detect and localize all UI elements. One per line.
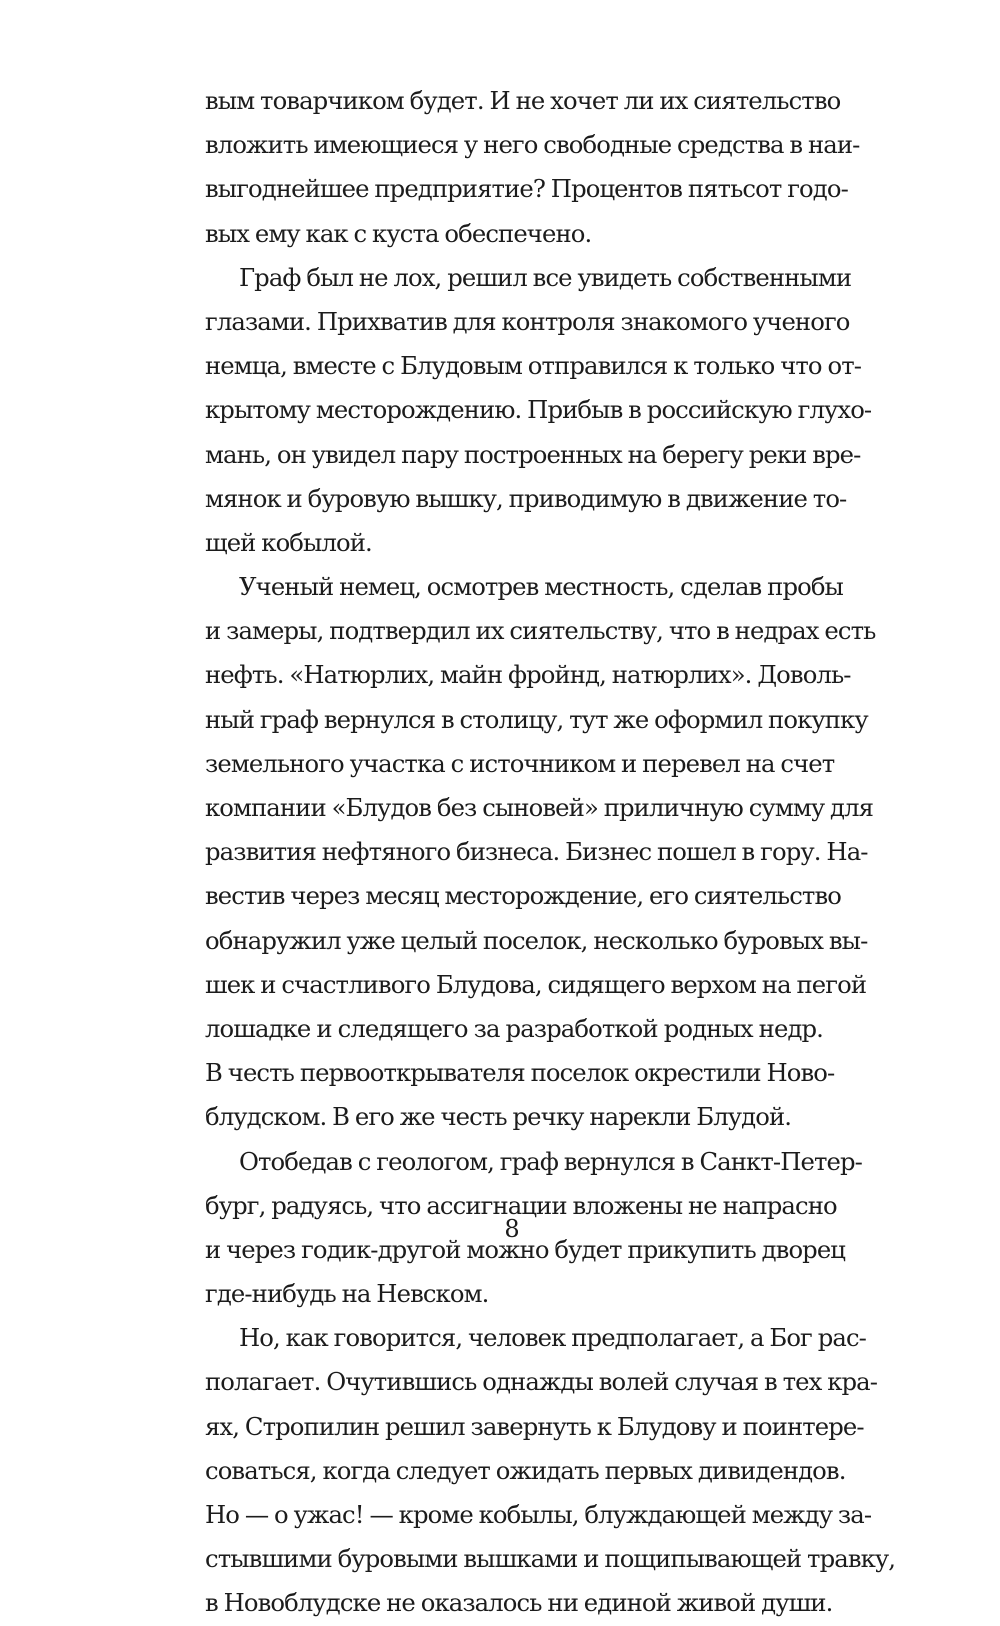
- text-line: в Новоблудске не оказалось ни единой живой души.: [205, 1588, 833, 1618]
- text-line: и замеры, подтвердил их сиятельству, что в недрах есть: [205, 616, 876, 646]
- text-line: развития нефтяного бизнеса. Бизнес пошел в гору. На-: [205, 837, 868, 867]
- text-line: лошадке и следящего за разработкой родных недр.: [205, 1013, 823, 1043]
- text-line: Но — о ужас! — кроме кобылы, блуждающей между за-: [205, 1500, 872, 1529]
- paragraph: [205, 565, 876, 1139]
- text-line: компании «Блудов без сыновей» приличную сумму для: [205, 793, 874, 822]
- text-line: Отобедав с геологом, граф вернулся в Санкт-Петер-: [239, 1146, 862, 1176]
- text-line: выгоднейшее предприятие? Процентов пятьсот годо-: [205, 174, 848, 204]
- text-line: В честь первооткрывателя поселок окрестили Ново-: [205, 1058, 835, 1088]
- text-line: бург, радуясь, что ассигнации вложены не напрасно: [205, 1190, 837, 1220]
- text-line: вым товарчиком будет. И не хочет ли их сиятельство: [205, 86, 841, 115]
- text-line: ный граф вернулся в столицу, тут же оформил покупку: [205, 704, 868, 734]
- text-line: вых ему как с куста обеспечено.: [205, 218, 592, 248]
- text-line: Ученый немец, осмотрев местность, сделав пробы: [239, 572, 843, 602]
- body-text: [205, 79, 896, 1626]
- paragraph: [205, 256, 872, 565]
- paragraph: [205, 79, 860, 256]
- text-line: щей кобылой.: [205, 527, 372, 557]
- paragraph: [205, 1316, 896, 1625]
- text-line: глазами. Прихватив для контроля знакомого ученого: [205, 306, 850, 336]
- text-line: Но, как говорится, человек предполагает, а Бог рас-: [239, 1323, 866, 1353]
- text-line: где-нибудь на Невском.: [205, 1279, 489, 1309]
- text-line: вложить имеющиеся у него свободные средства в наи-: [205, 130, 860, 160]
- text-line: крытому месторождению. Прибыв в российскую глухо-: [205, 395, 872, 425]
- text-line: ях, Стропилин решил завернуть к Блудову и поинтере-: [205, 1411, 864, 1441]
- text-line: мань, он увидел пару построенных на берегу реки вре-: [205, 439, 861, 469]
- text-line: мянок и буровую вышку, приводимую в движение то-: [205, 483, 847, 513]
- text-line: стывшими буровыми вышками и пощипывающей травку,: [205, 1544, 896, 1574]
- text-line: шек и счастливого Блудова, сидящего верхом на пегой: [205, 969, 867, 999]
- text-line: соваться, когда следует ожидать первых дивидендов.: [205, 1455, 846, 1485]
- text-line: нефть. «Натюрлих, майн фройнд, натюрлих». Доволь-: [205, 660, 851, 690]
- text-line: Граф был не лох, решил все увидеть собственными: [239, 262, 852, 292]
- text-line: полагает. Очутившись однажды волей случая в тех кра-: [205, 1367, 878, 1397]
- text-line: немца, вместе с Блудовым отправился к только что от-: [205, 351, 862, 381]
- text-line: земельного участка с источником и перевел на счет: [205, 748, 835, 778]
- page-number: 8: [504, 1215, 520, 1243]
- text-line: вестив через месяц месторождение, его сиятельство: [205, 881, 841, 911]
- text-line: обнаружил уже целый поселок, несколько буровых вы-: [205, 925, 868, 955]
- text-line: блудском. В его же честь речку нарекли Блудой.: [205, 1102, 792, 1132]
- text-line: и через годик-другой можно будет прикупить дворец: [205, 1234, 846, 1264]
